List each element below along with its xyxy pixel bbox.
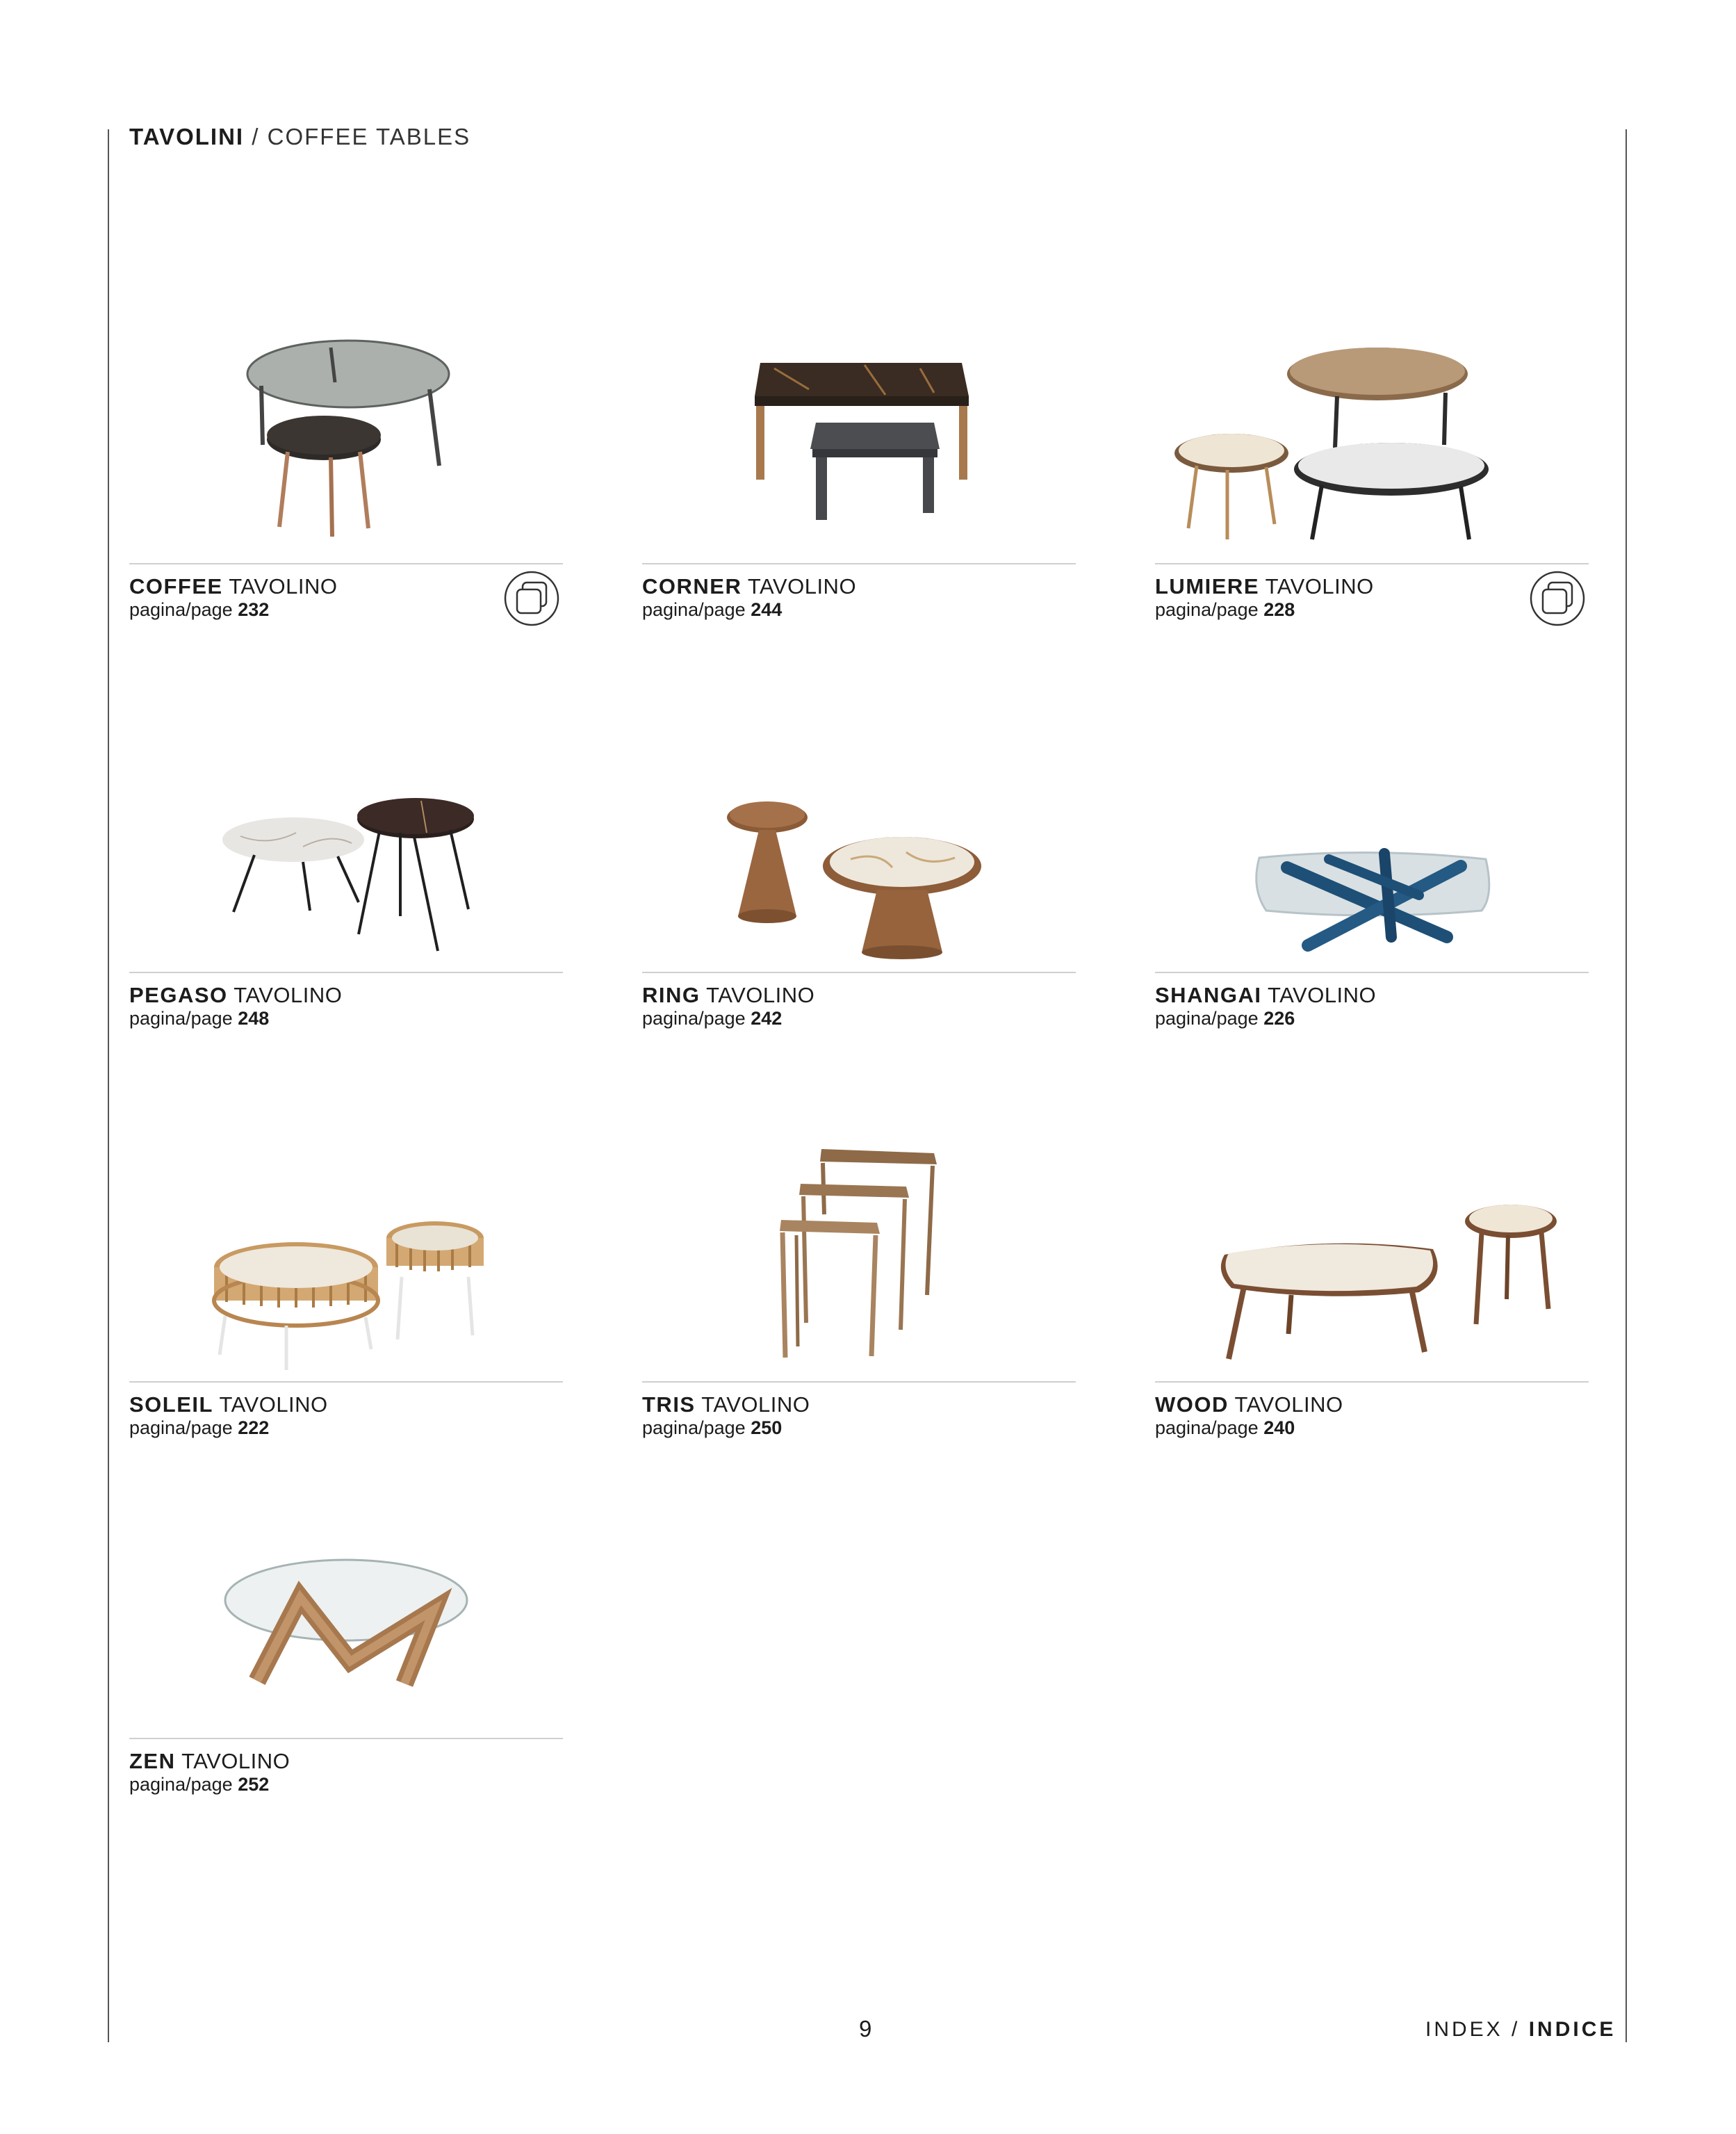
product-title: SHANGAI TAVOLINO [1155, 983, 1377, 1007]
header-separator: / [252, 124, 260, 149]
product-title: WOOD TAVOLINO [1155, 1392, 1343, 1417]
page-number: 9 [859, 2016, 872, 2042]
product-card-pegaso[interactable] [129, 728, 563, 1029]
card-divider [129, 972, 563, 973]
product-image-shangai [1155, 728, 1589, 965]
page-reference: pagina/page 226 [1155, 1008, 1295, 1029]
page-reference: pagina/page 242 [642, 1008, 783, 1029]
page-reference: pagina/page 228 [1155, 599, 1295, 620]
card-divider [642, 1381, 1076, 1383]
page-reference: pagina/page 248 [129, 1008, 270, 1029]
card-divider [129, 563, 563, 564]
product-title: ZEN TAVOLINO [129, 1749, 290, 1773]
card-divider [1155, 563, 1589, 564]
product-image-coffee [129, 320, 563, 556]
card-divider [129, 1381, 563, 1383]
product-card-soleil[interactable] [129, 1138, 563, 1438]
product-title: RING TAVOLINO [642, 983, 815, 1007]
card-divider [129, 1738, 563, 1739]
page-reference: pagina/page 252 [129, 1774, 270, 1795]
product-card-shangai[interactable] [1155, 728, 1589, 1029]
product-image-tris [642, 1138, 1076, 1374]
product-card-tris[interactable] [642, 1138, 1076, 1438]
index-it: INDICE [1528, 2018, 1616, 2041]
product-card-coffee[interactable] [129, 320, 563, 620]
product-card-zen[interactable] [129, 1494, 563, 1795]
product-image-ring [642, 728, 1076, 965]
header-category-it: TAVOLINI [129, 124, 245, 149]
product-card-corner[interactable] [642, 320, 1076, 620]
index-en: INDEX [1425, 2018, 1503, 2041]
product-image-lumiere [1155, 320, 1589, 556]
product-image-zen [129, 1494, 563, 1731]
card-divider [642, 563, 1076, 564]
product-title: TRIS TAVOLINO [642, 1392, 810, 1417]
page-reference: pagina/page 232 [129, 599, 270, 620]
product-title: PEGASO TAVOLINO [129, 983, 343, 1007]
page-reference: pagina/page 240 [1155, 1417, 1295, 1438]
product-image-soleil [129, 1138, 563, 1374]
card-divider [1155, 972, 1589, 973]
product-image-pegaso [129, 728, 563, 965]
index-link[interactable] [1425, 2018, 1616, 2042]
product-image-wood [1155, 1138, 1589, 1374]
header-category-en: COFFEE TABLES [267, 124, 471, 149]
right-margin-rule [1626, 129, 1627, 2042]
index-separator: / [1512, 2018, 1521, 2041]
product-card-lumiere[interactable] [1155, 320, 1589, 620]
product-title: LUMIERE TAVOLINO [1155, 574, 1374, 598]
section-header [129, 124, 470, 150]
page-reference: pagina/page 250 [642, 1417, 783, 1438]
card-divider [1155, 1381, 1589, 1383]
product-title: COFFEE TAVOLINO [129, 574, 338, 598]
product-image-corner [642, 320, 1076, 556]
product-title: CORNER TAVOLINO [642, 574, 857, 598]
overlapping-squares-icon [503, 570, 560, 627]
product-card-wood[interactable] [1155, 1138, 1589, 1438]
left-margin-rule [108, 129, 109, 2042]
page-reference: pagina/page 244 [642, 599, 783, 620]
product-card-ring[interactable] [642, 728, 1076, 1029]
overlapping-squares-icon [1529, 570, 1586, 627]
card-divider [642, 972, 1076, 973]
product-title: SOLEIL TAVOLINO [129, 1392, 328, 1417]
page-reference: pagina/page 222 [129, 1417, 270, 1438]
